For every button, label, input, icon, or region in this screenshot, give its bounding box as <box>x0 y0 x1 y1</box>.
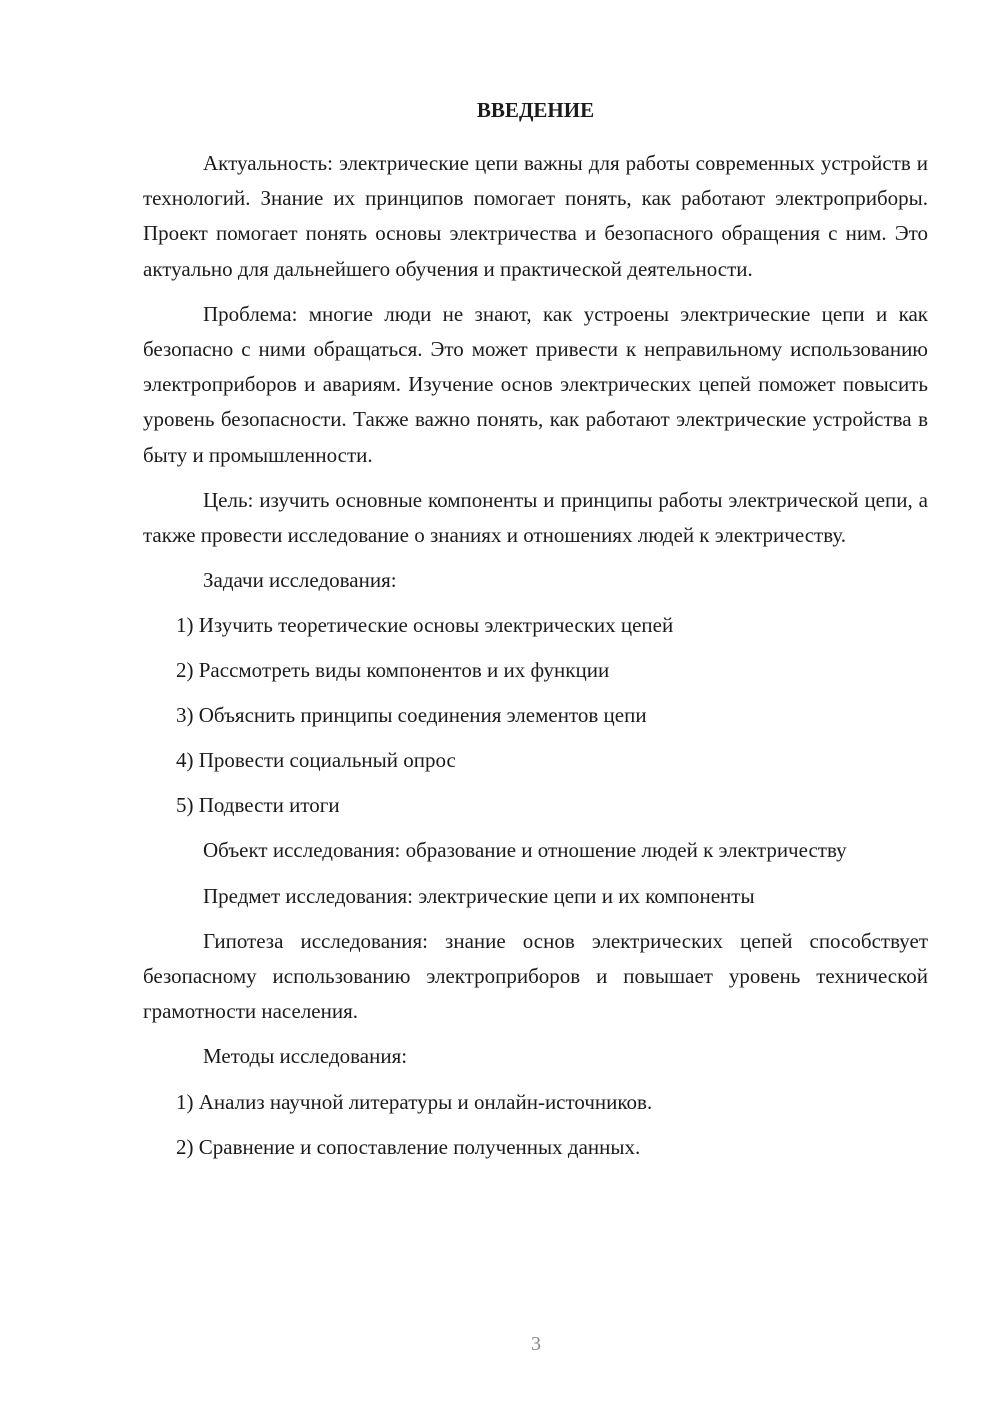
document-page <box>143 96 928 1175</box>
list-item: 2) Сравнение и сопоставление полученных данных. <box>176 1134 641 1159</box>
list-item: 4) Провести социальный опрос <box>176 748 456 773</box>
list-item: 5) Подвести итоги <box>176 793 340 818</box>
relevance-paragraph: Актуальность: электрические цепи важны для работы современных устройств и технологий. Знание их принципов помогает понять, как работают электроприборы. Проект помогает понять основы электричества и безопасного обращения с ним. Это актуально для дальнейшего обучения и практической деятельности. <box>143 151 928 281</box>
list-item: 2) Рассмотреть виды компонентов и их функции <box>176 658 610 683</box>
problem-paragraph: Проблема: многие люди не знают, как устроены электрические цепи и как безопасно с ними обращаться. Это может привести к неправильному использованию электроприборов и авариям. Изучение основ электрических цепей поможет повысить уровень безопасности. Также важно понять, как работают электрические устройства в быту и промышленности. <box>143 301 928 467</box>
tasks-heading: Задачи исследования: <box>203 568 397 593</box>
list-item: 1) Анализ научной литературы и онлайн-источников. <box>176 1089 653 1114</box>
subject-paragraph: Предмет исследования: электрические цепи и их компоненты <box>203 883 755 908</box>
page-number: 3 <box>531 1333 541 1355</box>
list-item: 3) Объяснить принципы соединения элементов цепи <box>176 703 647 728</box>
methods-list <box>143 1085 928 1165</box>
tasks-list <box>143 608 928 823</box>
list-item: 1) Изучить теоретические основы электрических цепей <box>176 613 674 638</box>
object-paragraph: Объект исследования: образование и отношение людей к электричеству <box>203 838 847 863</box>
hypothesis-paragraph: Гипотеза исследования: знание основ электрических цепей способствует безопасному использованию электроприборов и повышает уровень технической грамотности населения. <box>143 928 928 1024</box>
methods-heading: Методы исследования: <box>203 1044 408 1069</box>
page-title: ВВЕДЕНИЕ <box>476 98 595 122</box>
goal-paragraph: Цель: изучить основные компоненты и принципы работы электрической цепи, а также провести исследование о знаниях и отношениях людей к электричеству. <box>143 487 928 548</box>
